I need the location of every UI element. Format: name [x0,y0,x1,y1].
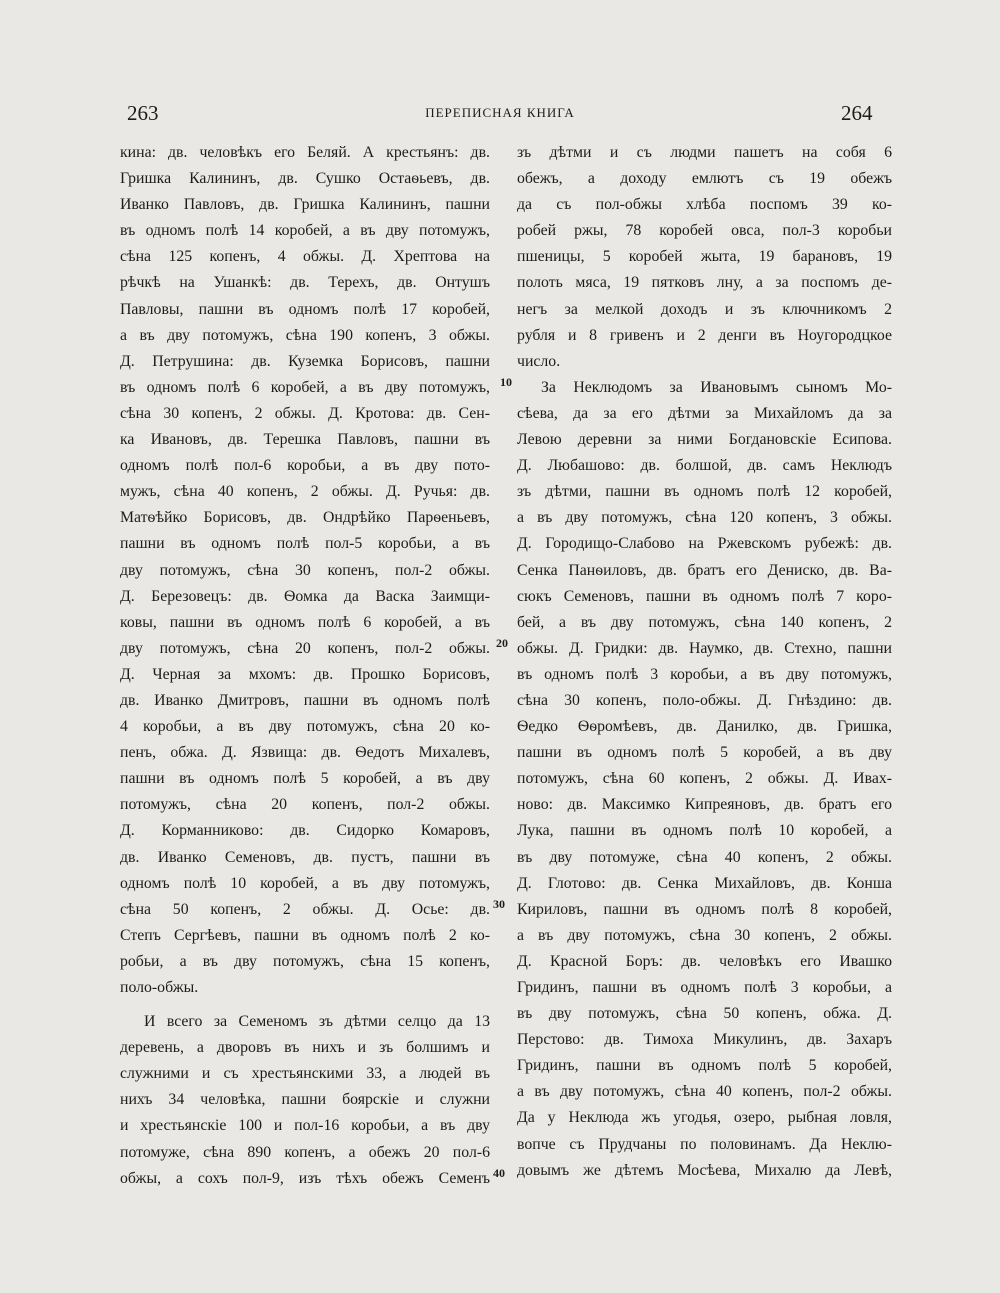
text-line: дв. Иванко Семеновъ, дв. пустъ, пашни въ [120,848,490,866]
text-line: обежъ, а доходу емлютъ съ 19 обежъ [517,170,892,188]
text-line: ново: дв. Максимко Кипреяновъ, дв. братъ его [517,796,892,814]
text-line: рѣчкѣ на Ушанкѣ: дв. Терехъ, дв. Онтушъ [120,274,490,292]
text-line: одномъ полѣ пол-6 коробьи, а въ дву пото- [120,457,490,475]
text-line: въ одномъ полѣ 6 коробей, а въ дву потомужъ, [120,378,490,396]
text-line: Ѳедко Ѳѳромѣевъ, дв. Данилко, дв. Гришка, [517,718,892,736]
page-header [0,95,1000,135]
text-line: бей, а въ дву потомужъ, сѣна 140 копенъ, 2 [517,613,892,631]
text-line: Д. Корманниково: дв. Сидорко Комаровъ, [120,822,490,840]
text-line: сѣна 30 копенъ, поло-обжы. Д. Гнѣздино: дв. [517,691,892,709]
text-line: потомуже, сѣна 890 копенъ, а обежъ 20 пол-6 [120,1143,490,1161]
text-line: пашни въ одномъ полѣ 5 коробей, а въ дву [517,744,892,762]
text-line: сюкъ Семеновъ, пашни въ одномъ полѣ 7 коро- [517,587,892,605]
text-line: сѣна 50 копенъ, 2 обжы. Д. Осье: дв. [120,900,490,918]
text-line: обжы. Д. Гридки: дв. Наумко, дв. Стехно, пашни [517,639,892,657]
text-line: рубля и 8 гривенъ и 2 денги въ Ноугородцкое [517,326,892,344]
text-line: И всего за Семеномъ зъ дѣтми селцо да 13 [144,1013,490,1031]
running-title: ПЕРЕПИСНАЯ КНИГА [425,105,575,120]
text-line: а въ дву потомужъ, сѣна 190 копенъ, 3 обжы. [120,326,490,344]
text-line: вопче съ Прудчаны по половинамъ. Да Неклю- [517,1135,892,1153]
text-line: кина: дв. человѣкъ его Беляй. А крестьянъ: дв. [120,144,490,161]
line-number-10: 10 [500,375,512,389]
text-line: робьи, а въ дву потомужъ, сѣна 15 копенъ, [120,952,490,970]
text-line: Д. Березовецъ: дв. Ѳомка да Васка Заимщи- [120,587,490,605]
text-line: Сенка Панѳиловъ, дв. братъ его Дениско, дв. Ва- [517,561,892,579]
text-line: робей ржы, 78 коробей овса, пол-3 коробьи [517,222,892,240]
text-line: потомужъ, сѣна 20 копенъ, пол-2 обжы. [120,796,490,814]
line-number-30: 30 [493,897,505,911]
line-number-20: 20 [496,636,508,650]
text-line: поло-обжы. [120,979,199,996]
text-line: обжы, а сохъ пол-9, изъ тѣхъ обежъ Семенъ [120,1169,490,1187]
page-number-right: 264 [841,101,873,125]
text-line: одномъ полѣ 10 коробей, а въ дву потомужъ, [120,874,490,892]
text-line: Гридинъ, пашни въ одномъ полѣ 5 коробей, [517,1057,892,1075]
text-line: дву потомужъ, сѣна 30 копенъ, пол-2 обжы. [120,561,490,579]
text-line: зъ дѣтми, пашни въ одномъ полѣ 12 коробей, [517,483,892,501]
text-line: Д. Петрушина: дв. Куземка Борисовъ, пашни [120,352,490,370]
text-line: пшеницы, 5 коробей жыта, 19 барановъ, 19 [517,248,892,266]
text-line: въ одномъ полѣ 3 коробьи, а въ дву потомужъ, [517,665,892,683]
right-column [517,140,892,1184]
text-line: въ одномъ полѣ 14 коробей, а въ дву потомужъ, [120,222,490,240]
text-line: ка Ивановъ, дв. Терешка Павловъ, пашни въ [120,431,490,449]
text-line: сѣна 30 копенъ, 2 обжы. Д. Кротова: дв. Сен- [120,404,490,422]
text-line: а въ дву потомужъ, сѣна 40 копенъ, пол-2 обжы. [517,1083,892,1101]
text-line: деревень, а дворовъ въ нихъ и зъ болшимъ и [120,1039,490,1057]
text-line: Гридинъ, пашни въ одномъ полѣ 3 коробьи, а [517,979,892,996]
text-line: Д. Красной Боръ: дв. человѣкъ его Ивашко [517,952,892,970]
text-line: въ дву потомуже, сѣна 40 копенъ, 2 обжы. [517,848,892,866]
text-line: Д. Городищо-Слабово на Ржевскомъ рубежѣ: дв. [517,535,892,553]
text-line: пашни въ одномъ полѣ пол-5 коробьи, а въ [120,535,490,553]
text-line: Д. Любашово: дв. болшой, дв. самъ Неклюдъ [517,457,892,475]
text-line: Степъ Сергѣевъ, пашни въ одномъ полѣ 2 ко- [120,926,490,944]
text-line: сѣна 125 копенъ, 4 обжы. Д. Хрептова на [120,248,490,266]
text-line: Иванко Павловъ, дв. Гришка Калининъ, пашни [120,196,490,214]
text-line: потомужъ, сѣна 60 копенъ, 2 обжы. Д. Ивах- [517,770,892,788]
text-line: да съ пол-обжы хлѣба поспомъ 39 ко- [517,196,892,214]
text-line: мужъ, сѣна 40 копенъ, 2 обжы. Д. Ручья: дв. [120,483,490,501]
text-line: Д. Черная за мхомъ: дв. Прошко Борисовъ, [120,665,490,683]
text-line: 4 коробьи, а въ дву потомужъ, сѣна 20 ко- [120,718,490,736]
text-line: Лука, пашни въ одномъ полѣ 10 коробей, а [517,822,892,840]
text-line: довымъ же дѣтемъ Мосѣева, Михалю да Левѣ, [517,1161,892,1179]
line-number-40: 40 [493,1166,505,1180]
text-line: ковы, пашни въ одномъ полѣ 6 коробей, а въ [120,613,490,631]
text-line: негъ за мелкой доходъ и зъ ключникомъ 2 [517,300,892,318]
text-line: а въ дву потомужъ, сѣна 30 копенъ, 2 обжы. [517,926,892,944]
text-line: пашни въ одномъ полѣ 5 коробей, а въ дву [120,770,490,788]
text-line: зъ дѣтми и съ людми пашетъ на собя 6 [517,144,892,161]
text-line: число. [517,352,561,370]
text-line: Кириловъ, пашни въ одномъ полѣ 8 коробей, [517,900,892,918]
left-column [120,140,490,1192]
text-line: служними и съ хрестьянскими 33, а людей въ [120,1065,490,1083]
text-line: Павловы, пашни въ одномъ полѣ 17 коробей, [120,300,490,318]
text-line: дву потомужъ, сѣна 20 копенъ, пол-2 обжы. [120,639,490,657]
page-number-left: 263 [127,101,159,125]
text-line: и хрестьянскіе 100 и пол-16 коробьи, а въ дву [120,1117,490,1135]
text-line: Да у Неклюда жъ угодья, озеро, рыбная ловля, [517,1109,892,1127]
text-line: пенъ, обжа. Д. Язвища: дв. Ѳедотъ Михалевъ, [120,744,490,762]
text-line: нихъ 34 человѣка, пашни боярскіе и служни [120,1091,490,1109]
text-line: Д. Глотово: дв. Сенка Михайловъ, дв. Конша [517,874,892,892]
text-line: полоть мяса, 19 пятковъ лну, а за поспомъ де- [517,274,892,292]
text-line: дв. Иванко Дмитровъ, пашни въ одномъ полѣ [120,691,490,709]
text-line: Матѳѣйко Борисовъ, дв. Ондрѣйко Парѳеньевъ, [120,509,490,527]
text-line: а въ дву потомужъ, сѣна 120 копенъ, 3 обжы. [517,509,892,527]
text-line: За Неклюдомъ за Ивановымъ сыномъ Мо- [541,378,892,396]
text-line: Гришка Калининъ, дв. Сушко Остаѳьевъ, дв. [120,170,490,188]
text-line: Левою деревни за ними Богдановскіе Есипова. [517,431,892,449]
text-line: въ дву потомужъ, сѣна 50 копенъ, обжа. Д. [517,1005,892,1023]
text-line: сѣева, да за его дѣтми за Михайломъ да за [517,404,892,422]
text-line: Перстово: дв. Тимоха Микулинъ, дв. Захаръ [517,1031,892,1049]
